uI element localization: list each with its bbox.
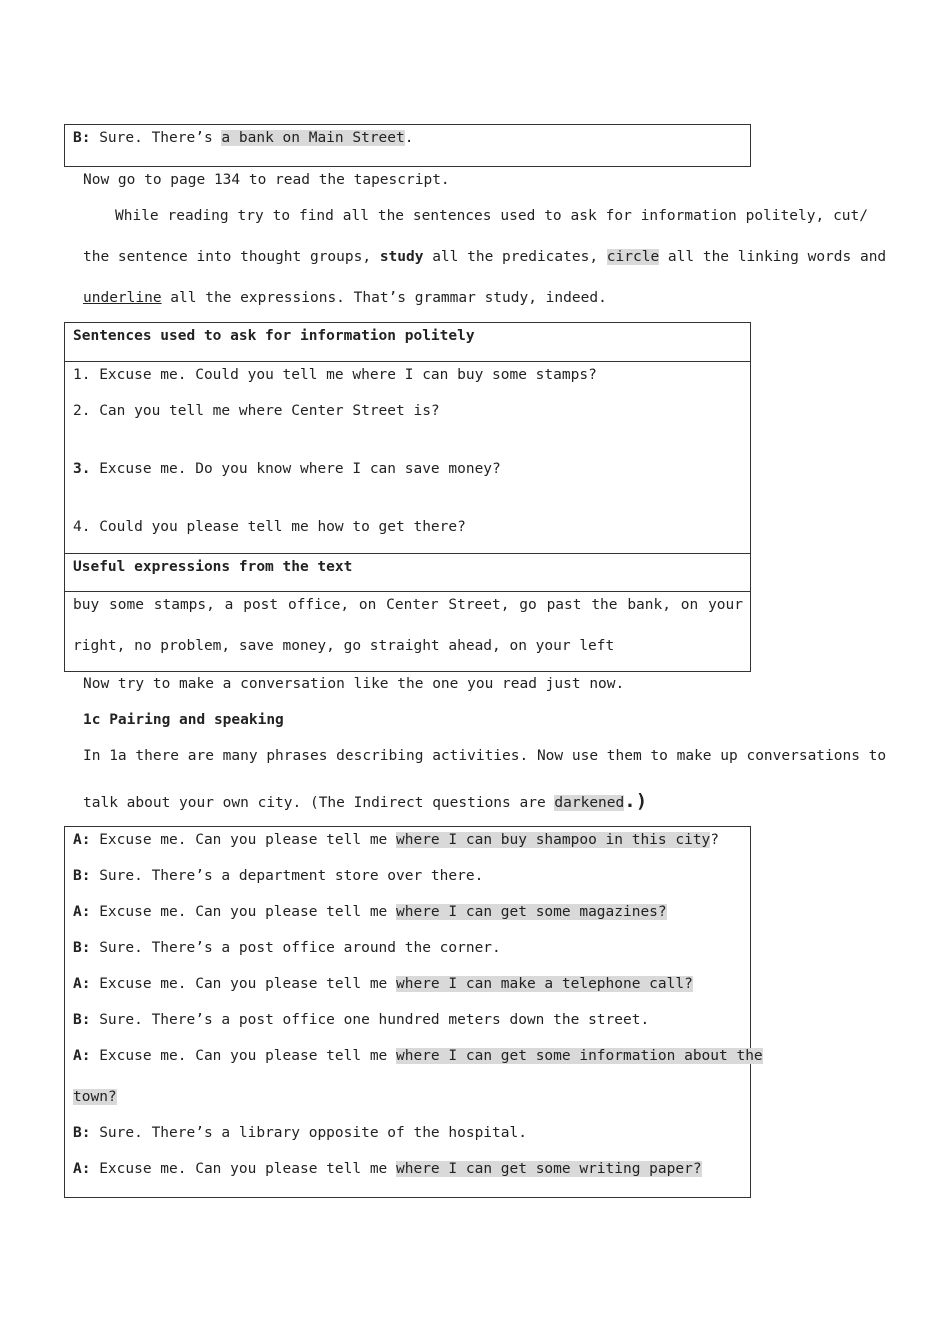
item-number: 3.: [73, 461, 91, 477]
dialogue-text: Excuse me. Can you please tell me: [90, 832, 397, 848]
speaker-label: B:: [73, 868, 91, 884]
speaker-label: A:: [73, 1048, 91, 1064]
instruction-text: While reading try to find all the sentences used to ask for information politely, cut/: [115, 208, 868, 224]
highlighted-question: where I can get some writing paper?: [396, 1161, 702, 1177]
dialogue-line: [73, 904, 667, 920]
dialogue-text: Excuse me. Can you please tell me: [90, 1048, 397, 1064]
speaker-label: B:: [73, 1012, 91, 1028]
after-table-text: Now try to make a conversation like the one you read just now.: [83, 676, 625, 692]
intro-text: In 1a there are many phrases describing activities. Now use them to make up conversations to: [83, 748, 887, 764]
intro-line-1: [83, 748, 887, 764]
speaker-label: A:: [73, 904, 91, 920]
dialogue-text: Excuse me. Can you please tell me: [90, 904, 397, 920]
highlighted-question: town?: [73, 1089, 117, 1105]
speaker-label: A:: [73, 1161, 91, 1177]
dialogue-text: Sure. There’s a department store over there.: [90, 868, 484, 884]
highlighted-question: where I can get some magazines?: [396, 904, 667, 920]
dialogue-text: Excuse me. Can you please tell me: [90, 1161, 397, 1177]
table-row: [73, 461, 501, 477]
table-row: [73, 367, 597, 383]
highlighted-question: where I can buy shampoo in this city: [396, 832, 711, 848]
speaker-label: A:: [73, 832, 91, 848]
top-dialogue-box: [64, 124, 751, 167]
dialogue-text: .: [404, 130, 414, 146]
instruction-text: all the linking words and: [659, 249, 887, 265]
speaker-label: B:: [73, 940, 91, 956]
table-row: [73, 519, 466, 535]
dialogue-line: [73, 868, 483, 884]
dialogue-line: [73, 1125, 527, 1141]
intro-line-2: [83, 790, 647, 812]
highlighted-question: where I can get some information about the: [396, 1048, 763, 1064]
dialogue-line: [73, 1048, 763, 1064]
underline-keyword: underline: [83, 290, 162, 306]
sentences-table: [64, 322, 751, 672]
dialogue-text: Sure. There’s a post office around the corner.: [90, 940, 501, 956]
dialogue-text: Excuse me. Can you please tell me: [90, 976, 397, 992]
speaker-label: B:: [73, 130, 91, 146]
circle-keyword: circle: [606, 249, 660, 265]
instruction-text: the sentence into thought groups,: [83, 249, 380, 265]
dialogue-line: [73, 1161, 702, 1177]
item-number: 2.: [73, 403, 91, 419]
dialogue-text: Sure. There’s a post office one hundred meters down the street.: [90, 1012, 650, 1028]
item-text: Excuse me. Do you know where I can save money?: [90, 461, 501, 477]
expressions-text: buy some stamps, a post office, on Center Street, go past the bank, on your: [73, 597, 743, 613]
instruction-line-1: [115, 208, 868, 224]
instruction-line-2: [83, 249, 887, 265]
dialogue-line: [73, 1089, 117, 1105]
dialogue-line: [73, 1012, 649, 1028]
dialogue-line: [73, 940, 501, 956]
dialogue-line: [73, 976, 693, 992]
expressions-line-1: [73, 597, 743, 613]
instruction-go-page: Now go to page 134 to read the tapescript.: [83, 172, 450, 188]
instruction-text: all the expressions. That’s grammar study, indeed.: [161, 290, 607, 306]
expressions-line-2: right, no problem, save money, go straight ahead, on your left: [73, 638, 615, 654]
speaker-label: B:: [73, 1125, 91, 1141]
intro-text: talk about your own city. (The Indirect questions are: [83, 795, 555, 811]
darkened-keyword: darkened: [554, 795, 625, 811]
table-divider: [65, 361, 750, 362]
dialogue-line: [73, 832, 719, 848]
dialogue-line: [73, 130, 413, 146]
intro-text: .): [624, 790, 648, 812]
highlighted-question: where I can make a telephone call?: [396, 976, 693, 992]
dialogue-text: Sure. There’s: [90, 130, 222, 146]
speaker-label: A:: [73, 976, 91, 992]
table-divider: [65, 591, 750, 592]
item-number: 1.: [73, 367, 91, 383]
highlighted-phrase: a bank on Main Street: [221, 130, 405, 146]
item-text: Could you please tell me how to get there?: [90, 519, 466, 535]
dialogue-box: [64, 826, 763, 1198]
item-text: Excuse me. Could you tell me where I can buy some stamps?: [90, 367, 597, 383]
dialogue-text: Sure. There’s a library opposite of the hospital.: [90, 1125, 527, 1141]
instruction-line-3: [83, 290, 607, 306]
instruction-text: all the predicates,: [423, 249, 607, 265]
item-number: 4.: [73, 519, 91, 535]
table-row: [73, 403, 440, 419]
dialogue-text: ?: [710, 832, 720, 848]
study-keyword: study: [379, 249, 424, 265]
item-text: Can you tell me where Center Street is?: [90, 403, 440, 419]
expressions-header: Useful expressions from the text: [73, 559, 353, 575]
table-header: Sentences used to ask for information politely: [73, 328, 475, 344]
table-divider: [65, 553, 750, 554]
section-title: 1c Pairing and speaking: [83, 712, 284, 728]
